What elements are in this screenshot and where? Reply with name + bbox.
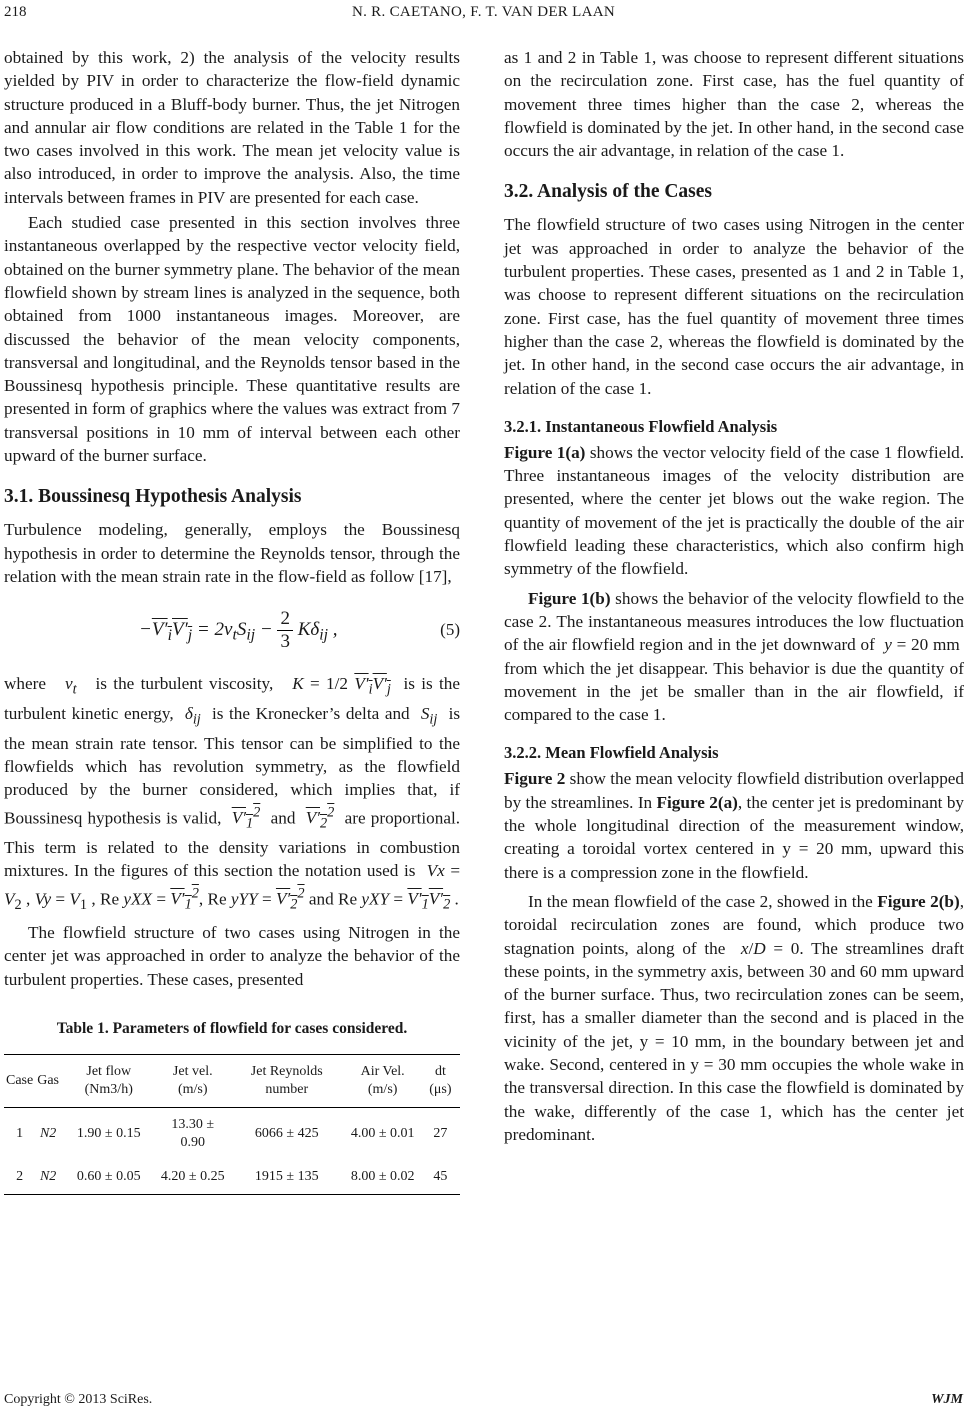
parameters-table (4, 1054, 460, 1195)
paragraph: as 1 and 2 in Table 1, was choose to represent different situations on the recirculation zone. First case, has the fuel quantity of movement three times higher than the case 2, whereas the flowfield is dominated by the jet. In other hand, in the second case occurs the air advantage, in relation of the case 1. (504, 48, 964, 161)
column-header: Jet flow (Nm3/h) (61, 1055, 157, 1108)
text: where (4, 674, 46, 694)
paragraph: The flowfield structure of two cases using Nitrogen in the center jet was approached in order to analyze the behavior of the turbulent properties. These cases, presented as 1 and 2 in Table 1, was choose to represent different situations on the recirculation zone. First case, has the fuel quantity of movement three times higher than the case 2, whereas the flowfield is dominated by the jet. In other hand, in the second case occurs the air advantage, in relation of the case 1. (504, 215, 964, 398)
text: . The streamlines draft these points, in the symmetry axis, between 30 and 60 mm upward of the burner surface. Thus, two recirculation zones can be seem, first, has a smaller diameter than the second and is placed in the vicinity of the jet, y = 10 mm, in the boundary between jet and wake. Second, centered in y = 30 mm occupies the whole wake in the transversal direction. In this case the flowfield is dominated by the wake, differently of the case 1, which has the center jet predominant. (504, 938, 964, 1144)
table-cell: 8.00 ± 0.02 (345, 1160, 421, 1195)
paragraph: The flowfield structure of two cases using Nitrogen in the center jet was approached in order to analyze the behavior of the turbulent properties. These cases, presented (4, 923, 460, 989)
text: is the mean strain rate tensor. This tensor can be simplified to the flowfields which has revolution symmetry, as the flowfield produced by the burner considered, which implies that, if Boussinesq hypothesis is valid, (4, 703, 461, 828)
text: is the Kronecker’s delta and (211, 703, 410, 723)
column-header: Jet Reynolds number (229, 1055, 345, 1108)
running-title: N. R. CAETANO, F. T. VAN DER LAAN (351, 4, 616, 20)
page-header (0, 0, 967, 26)
table-cell: 27 (433, 1126, 448, 1142)
page-number: 218 (4, 4, 27, 20)
right-column: as 1 and 2 in Table 1, was choose to represent different situations on the recirculation zone. First case, has the fuel quantity of movement three times higher than the case 2, whereas the flowfield is dominated by the jet. In other hand, in the second case occurs the air advantage, in relation of the case 1. 3.2. Analysis of the Cases The flowfield structure of two cases using Nitrogen in the center jet was approached in order to analyze the behavior of the turbulent properties. These cases, presented as 1 and 2 in Table 1, was choose to represent different situations on the recirculation zone. First case, has the fuel quantity of movement three times higher than the case 2, whereas the flowfield is dominated by the jet. In other hand, in the second case occurs the air advantage, in relation of the case 1. 3.2.1. Instantaneous Flowfield Analysis Figure 1(a) shows the vector velocity field of the case 1 flowfield. Three instantaneous images of the velocity distribution are presented, where the center jet blows out the wake region. The quantity of movement of the jet is practically the double of the air flowfield leading these characteristics, which also confirm high symmetry of the flowfield. Figure 1(b) shows the behavior of the velocity flowfield to the case 2. The instantaneous measures introduces the low fluctuation of the air flowfield region and in the jet downward of y = 20 mm from which the jet disappear. This behavior is due the quantity of movement in the jet be smaller than in the air flowfield, if compared to the case 1. 3.2.2. Mean Flowfield Analysis Figure 2 show the mean velocity flowfield distribution overlapped by the streamlines. In Figure 2(a), the center jet is predominant by the whole longitudinal direction of the measurement window, creating a toroidal vortex centered in y = 20 mm, upward this there is a compression zone in the flowfield. In the mean flowfield of the case 2, showed in the Figure 2(b), toroidal recirculation zones are found, which produce two stagnation points, along of the x/D = 0. The streamlines draft these points, in the symmetry axis, between 30 and 60 mm upward of the burner surface. Thus, two recirculation zones can be seem, first, has a smaller diameter than the second and is placed in the vicinity of the jet, y = 10 mm, in the boundary between jet and wake. Second, centered in y = 30 mm occupies the whole wake in the transversal direction. In this case the flowfield is dominated by the wake, differently of the case 1, which has the center jet predominant. (504, 48, 965, 1144)
table-cell: 1 (16, 1126, 24, 1142)
figure-ref: Figure 1(a) (504, 442, 586, 462)
table-cell: N2 (35, 1160, 61, 1195)
table-row (4, 1160, 460, 1195)
fraction: $\frac{2}{3}$ (277, 608, 293, 653)
table-cell: 4.20 ± 0.25 (157, 1160, 230, 1195)
table-header-row (4, 1055, 460, 1108)
section-heading: 3.2. Analysis of the Cases (504, 181, 713, 203)
figure-ref: Figure 2(a) (656, 792, 738, 812)
table-cell: N2 (39, 1126, 57, 1142)
text: are proportional. This term is related to the density variations in combustion mixtures. In the figures of this section the notation used is (4, 808, 461, 881)
subsection-heading: 3.2.1. Instantaneous Flowfield Analysis (504, 416, 778, 436)
text: In the mean flowfield of the case 2, showed in the (528, 891, 873, 911)
text: , the center jet is predominant by the whole longitudinal direction of the measurement window, creating a toroidal vortex centered in y = 20 mm, upward this there is a compression zone in the flowfield. (504, 792, 965, 882)
figure-ref: Figure 1(b) (528, 588, 611, 608)
equation-body: $-V'_iV'_j = 2\nu_tS_{ij}$ − $\frac{2}{3}$ $K\delta_{ij}$ , (139, 608, 338, 653)
table-cell: 13.30 ± 0.90 (171, 1117, 215, 1151)
table-row (4, 1108, 460, 1161)
text: and (308, 889, 334, 909)
table-cell: 1.90 ± 0.15 (76, 1126, 141, 1142)
paragraph: Each studied case presented in this section involves three instantaneous overlapped by the respective vector velocity field, obtained on the burner symmetry plane. The behavior of the mean flowfield shown by stream lines is analyzed in the sequence, both obtained from 1000 instantaneous images. Moreover, are discussed the behavior of the mean velocity components, transversal and longitudinal, and the Reynolds tensor based in the Boussinesq hypothesis principle. These quantitative results are presented in form of graphics where the values was extract from 7 transversal positions in 10 mm of interval between each other upward of the burner surface. (4, 213, 460, 466)
table-cell: 45 (421, 1160, 460, 1195)
journal-abbrev: WJM (931, 1392, 963, 1407)
paragraph: Turbulence modeling, generally, employs the Boussinesq hypothesis in order to determine the Reynolds tensor, through the relation with the mean strain rate in the flow-field as follow [17], (4, 520, 460, 586)
left-column: obtained by this work, 2) the analysis of the velocity results yielded by PIV in order to characterize the flow-field dynamic structure produced in a Bluff-body burner. Thus, the jet Nitrogen and annular air flow conditions are related in the Table 1 for the two cases involved in this work. The mean jet velocity value is also introduced, in order to improve the analysis. Also, the time intervals between frames in PIV are presented for each case. Each studied case presented in this section involves three instantaneous overlapped by the respective vector velocity field, obtained on the burner symmetry plane. The behavior of the mean flowfield shown by stream lines is analyzed in the sequence, both obtained from 1000 instantaneous images. Moreover, are discussed the behavior of the mean velocity components, transversal and longitudinal, and the Reynolds tensor based in the Boussinesq hypothesis principle. These quantitative results are presented in form of graphics where the values was extract from 7 transversal positions in 10 mm of interval between each other upward of the burner surface. 3.1. Boussinesq Hypothesis Analysis Turbulence modeling, generally, employs the Boussinesq hypothesis in order to determine the Reynolds tensor, through the relation with the mean strain rate in the flow-field as follow [17], $-V'_iV'_j = 2\nu_tS_{ij}$ − $\frac{2}{3}$ $K\delta_{ij}$ , (5) where $\nu_t$ is the turbulent viscosity, K = 1/2 $V'_iV'_j$ is is the turbulent kinetic energy, $\delta_{ij}$ is the Kronecker’s delta and $S_{ij}$ is the mean strain rate tensor. This tensor can be simplified to the flowfields which has revolution symmetry, as the flowfield produced by the burner considered, which implies that, if Boussinesq hypothesis is valid, $V'_1^2$ and $V'_2^2$ are proportional. This term is related to the density variations in combustion mixtures. In the figures of this section the notation used is $Vx = V_2$ , $Vy = V_1$ , Re yXX = $V'_1^2$, Re yYY = $V'_2^2$ and Re yXY = $V'_1V'_2$ . The flowfield structure of two cases using Nitrogen in the center jet was approached in order to analyze the behavior of the turbulent properties. These cases, presented Table 1. Parameters of flowfield for cases considered. Case Gas Jet flow (Nm3/h) Jet vel. (m/s) Jet Reynolds number Air Vel. (m/s) dt (μs) 1 N2 1.90 ± 0.15 13.30 ± 0.90 6066 ± 425 4.00 ± 0.01 27 2 N2 0.60 ± 0.05 4.20 ± 0.25 1915 ± 135 8.00 ± 0.02 45 (4, 46, 460, 1195)
equation-number: (5) (440, 620, 460, 640)
table-cell: 6066 ± 425 (254, 1126, 319, 1142)
text: from which the jet disappear. This behavior is due the quantity of movement in the jet be smaller than in the air flowfield, if compared to the case 1. (504, 658, 964, 725)
table-cell: 0.60 ± 0.05 (61, 1160, 157, 1195)
section-heading: 3.1. Boussinesq Hypothesis Analysis (4, 486, 302, 508)
column-header: dt (μs) (421, 1055, 460, 1108)
column-header: Air Vel. (m/s) (345, 1055, 421, 1108)
text: is the turbulent kinetic energy, (4, 674, 461, 723)
table-caption: Table 1. Parameters of flowfield for cases considered. (56, 1020, 408, 1038)
copyright: Copyright © 2013 SciRes. (4, 1392, 153, 1407)
column-header: Case (4, 1055, 35, 1108)
text: show the mean velocity flowfield distribution overlapped by the streamlines. In (504, 769, 965, 812)
equation-5 (4, 596, 460, 666)
column-header: Gas (35, 1055, 61, 1108)
text: shows the vector velocity field of the case 1 flowfield. Three instantaneous images of the velocity distribution are presented, where the center jet blows out the wake region. The quantity of movement of the jet is practically the double of the air flowfield leading these characteristics, which also confirm high symmetry of the flowfield. (504, 442, 965, 579)
table-cell: 4.00 ± 0.01 (350, 1126, 415, 1142)
text: is the turbulent viscosity, (95, 674, 274, 694)
text: shows the behavior of the velocity flowfield to the case 2. The instantaneous measures introduces the low fluctuation of the air flowfield region and in the jet downward of (504, 588, 964, 655)
figure-ref: Figure 2 (504, 769, 566, 789)
column-header: Jet vel. (m/s) (157, 1055, 230, 1108)
paragraph: obtained by this work, 2) the analysis of the velocity results yielded by PIV in order to characterize the flow-field dynamic structure produced in a Bluff-body burner. Thus, the jet Nitrogen and annular air flow conditions are related in the Table 1 for the two cases involved in this work. The mean jet velocity value is also introduced, in order to improve the analysis. Also, the time intervals between frames in PIV are presented for each case. (4, 48, 460, 207)
table-cell: 1915 ± 135 (229, 1160, 345, 1195)
text: and (270, 808, 296, 828)
table-cell: 2 (4, 1160, 35, 1195)
text: , toroidal recirculation zones are found, which produce two stagnation points, along of the (504, 891, 964, 958)
figure-ref: Figure 2(b) (877, 891, 960, 911)
subsection-heading: 3.2.2. Mean Flowfield Analysis (504, 743, 719, 763)
